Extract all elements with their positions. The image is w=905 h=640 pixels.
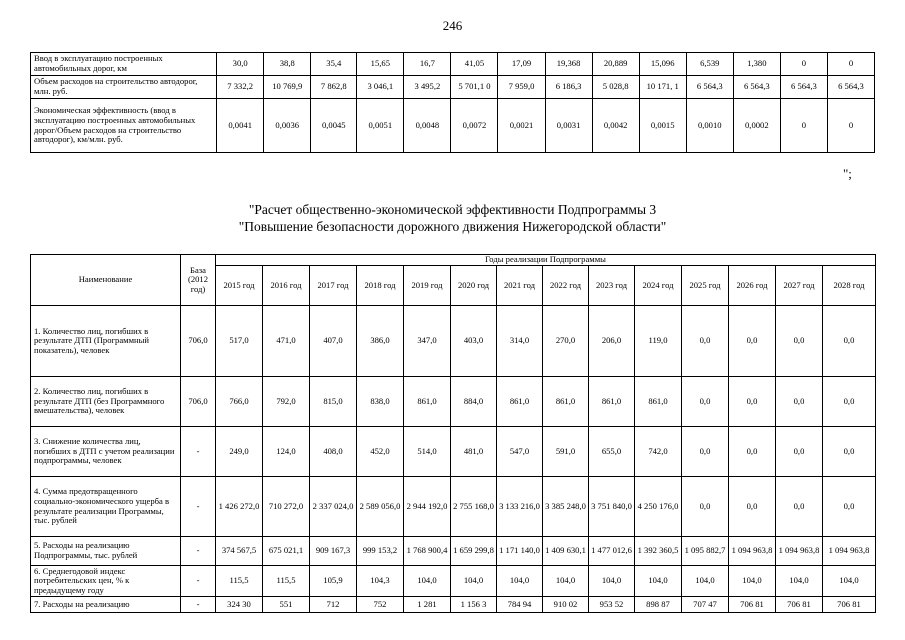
cell-value: 19,368 — [545, 53, 592, 76]
header-year: 2019 год — [404, 266, 451, 306]
cell-base: - — [181, 427, 216, 477]
cell-value: 1 094 963,8 — [729, 537, 776, 566]
cell-value: 999 153,2 — [357, 537, 404, 566]
cell-value: 104,0 — [635, 566, 682, 597]
cell-value: 35,4 — [311, 53, 357, 76]
cell-value: 517,0 — [216, 306, 263, 377]
cell-value: 766,0 — [216, 377, 263, 427]
cell-value: 347,0 — [404, 306, 451, 377]
cell-base: - — [181, 566, 216, 597]
cell-value: 706 81 — [823, 597, 876, 613]
cell-value: 784 94 — [497, 597, 543, 613]
cell-value: 3 046,1 — [357, 76, 404, 99]
cell-value: 105,9 — [310, 566, 357, 597]
cell-value: 514,0 — [404, 427, 451, 477]
cell-value: 551 — [263, 597, 310, 613]
cell-value: 386,0 — [357, 306, 404, 377]
cell-value: 0,0072 — [451, 99, 498, 153]
cell-value: 115,5 — [216, 566, 263, 597]
cell-value: 104,3 — [357, 566, 404, 597]
quote-end: "; — [843, 166, 852, 181]
header-name: Наименование — [31, 255, 181, 306]
cell-value: 2 944 192,0 — [404, 477, 451, 537]
cell-value: 675 021,1 — [263, 537, 310, 566]
row-name: 2. Количество лиц, погибших в результате ДТП (без Программного вмешательства), человек — [31, 377, 181, 427]
cell-value: 861,0 — [497, 377, 543, 427]
cell-value: 707 47 — [682, 597, 729, 613]
cell-value: 953 52 — [589, 597, 635, 613]
cell-value: 3 751 840,0 — [589, 477, 635, 537]
cell-value: 6 564,3 — [686, 76, 733, 99]
row-name: 3. Снижение количества лиц, погибших в ДТП с учетом реализации подпрограммы, человек — [31, 427, 181, 477]
cell-value: 1 426 272,0 — [216, 477, 263, 537]
cell-value: 815,0 — [310, 377, 357, 427]
cell-value: 1 659 299,8 — [451, 537, 497, 566]
cell-value: 0,0 — [682, 377, 729, 427]
cell-value: 0,0010 — [686, 99, 733, 153]
cell-value: 3 133 216,0 — [497, 477, 543, 537]
header-year: 2026 год — [729, 266, 776, 306]
row-name: Объем расходов на строительство автодорог, млн. руб. — [31, 76, 217, 99]
table-row — [31, 99, 875, 153]
header-base: База (2012 год) — [181, 255, 216, 306]
cell-value: 1 409 630,1 — [543, 537, 589, 566]
header-year: 2018 год — [357, 266, 404, 306]
cell-value: 0,0 — [729, 427, 776, 477]
cell-value: 0,0 — [682, 477, 729, 537]
cell-value: 1 477 012,6 — [589, 537, 635, 566]
cell-value: 2 755 168,0 — [451, 477, 497, 537]
cell-value: 1 095 882,7 — [682, 537, 729, 566]
cell-value: 6 186,3 — [545, 76, 592, 99]
cell-value: 41,05 — [451, 53, 498, 76]
cell-value: 104,0 — [404, 566, 451, 597]
cell-value: 452,0 — [357, 427, 404, 477]
cell-value: 1 392 360,5 — [635, 537, 682, 566]
row-name: 5. Расходы на реализацию Подпрограммы, тыс. рублей — [31, 537, 181, 566]
subprogram-efficiency-table — [30, 254, 876, 613]
cell-value: 1 281 — [404, 597, 451, 613]
cell-value: 3 385 248,0 — [543, 477, 589, 537]
cell-value: 119,0 — [635, 306, 682, 377]
table-row — [31, 537, 876, 566]
cell-value: 710 272,0 — [263, 477, 310, 537]
cell-value: 7 959,0 — [498, 76, 545, 99]
cell-value: 1 156 3 — [451, 597, 497, 613]
table-row — [31, 53, 875, 76]
row-name: Ввод в эксплуатацию построенных автомобильных дорог, км — [31, 53, 217, 76]
cell-value: 407,0 — [310, 306, 357, 377]
cell-value: 591,0 — [543, 427, 589, 477]
cell-value: 0,0015 — [639, 99, 686, 153]
cell-value: 0,0 — [776, 306, 823, 377]
cell-value: 0,0 — [776, 427, 823, 477]
header-year: 2022 год — [543, 266, 589, 306]
cell-value: 898 87 — [635, 597, 682, 613]
cell-value: 10 769,9 — [264, 76, 311, 99]
cell-value: 0,0021 — [498, 99, 545, 153]
cell-value: 0,0045 — [311, 99, 357, 153]
cell-base: - — [181, 477, 216, 537]
table-row — [31, 377, 876, 427]
cell-value: 884,0 — [451, 377, 497, 427]
cell-value: 0 — [780, 99, 827, 153]
cell-value: 104,0 — [497, 566, 543, 597]
cell-value: 0,0036 — [264, 99, 311, 153]
cell-value: 0,0 — [729, 477, 776, 537]
cell-value: 15,65 — [357, 53, 404, 76]
header-row-years-group — [31, 255, 876, 266]
header-year: 2028 год — [823, 266, 876, 306]
cell-value: 249,0 — [216, 427, 263, 477]
cell-value: 270,0 — [543, 306, 589, 377]
cell-value: 374 567,5 — [216, 537, 263, 566]
cell-value: 910 02 — [543, 597, 589, 613]
cell-value: 712 — [310, 597, 357, 613]
header-year: 2021 год — [497, 266, 543, 306]
cell-value: 1 094 963,8 — [776, 537, 823, 566]
cell-value: 1 171 140,0 — [497, 537, 543, 566]
cell-value: 6,539 — [686, 53, 733, 76]
cell-value: 861,0 — [404, 377, 451, 427]
cell-value: 104,0 — [543, 566, 589, 597]
header-year: 2017 год — [310, 266, 357, 306]
cell-value: 0,0031 — [545, 99, 592, 153]
cell-value: 0 — [827, 53, 874, 76]
cell-value: 0,0051 — [357, 99, 404, 153]
cell-value: 2 589 056,0 — [357, 477, 404, 537]
cell-value: 481,0 — [451, 427, 497, 477]
cell-value: 20,889 — [592, 53, 639, 76]
cell-value: 909 167,3 — [310, 537, 357, 566]
cell-value: 104,0 — [589, 566, 635, 597]
cell-value: 0,0042 — [592, 99, 639, 153]
cell-value: 16,7 — [404, 53, 451, 76]
cell-base: - — [181, 597, 216, 613]
cell-value: 5 701,1 0 — [451, 76, 498, 99]
cell-value: 5 028,8 — [592, 76, 639, 99]
cell-value: 0,0 — [823, 306, 876, 377]
header-year: 2023 год — [589, 266, 635, 306]
cell-value: 17,09 — [498, 53, 545, 76]
table-row — [31, 427, 876, 477]
row-name: Экономическая эффективность (ввод в эксплуатацию построенных автомобильных дорог/Объем расходов на строительство автодорог), км/млн. руб. — [31, 99, 217, 153]
cell-value: 861,0 — [543, 377, 589, 427]
header-year: 2027 год — [776, 266, 823, 306]
cell-value: 10 171, 1 — [639, 76, 686, 99]
header-year: 2024 год — [635, 266, 682, 306]
cell-value: 314,0 — [497, 306, 543, 377]
cell-value: 706 81 — [729, 597, 776, 613]
cell-value: 104,0 — [823, 566, 876, 597]
cell-base: - — [181, 537, 216, 566]
cell-value: 861,0 — [635, 377, 682, 427]
cell-value: 0,0 — [823, 477, 876, 537]
cell-value: 0,0 — [776, 477, 823, 537]
cell-value: 15,096 — [639, 53, 686, 76]
cell-base: 706,0 — [181, 377, 216, 427]
cell-value: 471,0 — [263, 306, 310, 377]
row-name: 1. Количество лиц, погибших в результате ДТП (Программный показатель), человек — [31, 306, 181, 377]
table-row — [31, 306, 876, 377]
header-year: 2020 год — [451, 266, 497, 306]
cell-value: 547,0 — [497, 427, 543, 477]
efficiency-roads-table — [30, 52, 875, 153]
cell-value: 6 564,3 — [733, 76, 780, 99]
row-name: 6. Среднегодовой индекс потребительских цен, % к предыдущему году — [31, 566, 181, 597]
table-row — [31, 477, 876, 537]
cell-value: 655,0 — [589, 427, 635, 477]
cell-value: 38,8 — [264, 53, 311, 76]
row-name: 4. Сумма предотвращенного социально-экономического ущерба в результате реализации Программы, тыс. рублей — [31, 477, 181, 537]
cell-value: 104,0 — [729, 566, 776, 597]
cell-value: 1 768 900,4 — [404, 537, 451, 566]
cell-value: 408,0 — [310, 427, 357, 477]
cell-value: 7 862,8 — [311, 76, 357, 99]
page-number: 246 — [442, 18, 463, 33]
cell-value: 792,0 — [263, 377, 310, 427]
cell-value: 4 250 176,0 — [635, 477, 682, 537]
cell-value: 403,0 — [451, 306, 497, 377]
cell-value: 861,0 — [589, 377, 635, 427]
header-year: 2025 год — [682, 266, 729, 306]
cell-value: 752 — [357, 597, 404, 613]
cell-value: 706 81 — [776, 597, 823, 613]
header-years-group: Годы реализации Подпрограммы — [216, 255, 876, 266]
cell-value: 3 495,2 — [404, 76, 451, 99]
row-name: 7. Расходы на реализацию — [31, 597, 181, 613]
cell-value: 0,0 — [729, 377, 776, 427]
cell-value: 0,0 — [823, 427, 876, 477]
cell-value: 2 337 024,0 — [310, 477, 357, 537]
cell-value: 0,0041 — [217, 99, 264, 153]
cell-value: 0,0 — [682, 427, 729, 477]
cell-value: 1 094 963,8 — [823, 537, 876, 566]
cell-base: 706,0 — [181, 306, 216, 377]
cell-value: 742,0 — [635, 427, 682, 477]
cell-value: 0 — [780, 53, 827, 76]
cell-value: 104,0 — [682, 566, 729, 597]
cell-value: 7 332,2 — [217, 76, 264, 99]
header-year: 2016 год — [263, 266, 310, 306]
table-row — [31, 597, 876, 613]
cell-value: 0,0 — [682, 306, 729, 377]
cell-value: 6 564,3 — [827, 76, 874, 99]
cell-value: 324 30 — [216, 597, 263, 613]
cell-value: 0,0 — [823, 377, 876, 427]
cell-value: 206,0 — [589, 306, 635, 377]
cell-value: 115,5 — [263, 566, 310, 597]
table-row — [31, 566, 876, 597]
section-title-line2: "Повышение безопасности дорожного движения Нижегородской области" — [238, 219, 667, 234]
cell-value: 0,0 — [729, 306, 776, 377]
cell-value: 1,380 — [733, 53, 780, 76]
section-title-line1: "Расчет общественно-экономической эффективности Подпрограммы 3 — [248, 202, 657, 217]
cell-value: 0 — [827, 99, 874, 153]
cell-value: 0,0048 — [404, 99, 451, 153]
table-row — [31, 76, 875, 99]
cell-value: 6 564,3 — [780, 76, 827, 99]
cell-value: 838,0 — [357, 377, 404, 427]
cell-value: 30,0 — [217, 53, 264, 76]
cell-value: 104,0 — [451, 566, 497, 597]
cell-value: 104,0 — [776, 566, 823, 597]
cell-value: 0,0002 — [733, 99, 780, 153]
cell-value: 124,0 — [263, 427, 310, 477]
header-year: 2015 год — [216, 266, 263, 306]
cell-value: 0,0 — [776, 377, 823, 427]
